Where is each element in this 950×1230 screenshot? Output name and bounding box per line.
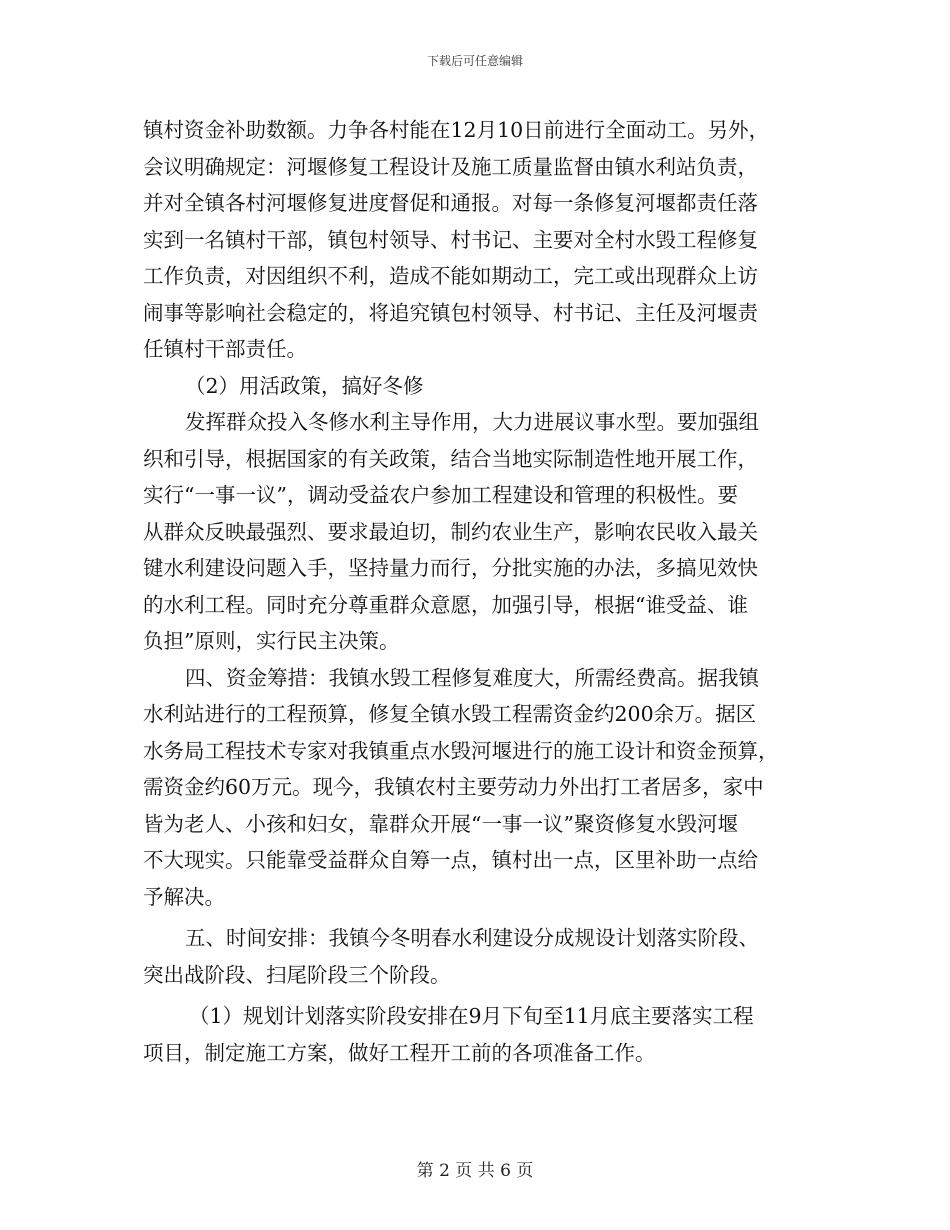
text-line: （1）规划计划落实阶段安排在9月下旬至11月底主要落实工程 — [189, 1004, 754, 1028]
page-number: 第 2 页 共 6 页 — [416, 1161, 534, 1181]
text-line: 予解决。 — [143, 884, 225, 909]
page-header: 下载后可任意编辑 — [426, 54, 523, 68]
text-line: 皆为老人、小孩和妇女，靠群众开展“一事一议”聚资修复水毁河堰 — [143, 811, 738, 836]
text-line: 发挥群众投入冬修水利主导作用，大力进展议事水型。要加强组 — [185, 410, 759, 434]
text-line: 实行“一事一议”，调动受益农户参加工程建设和管理的积极性。要 — [143, 483, 738, 507]
text-line: 项目，制定施工方案，做好工程开工前的各项准备工作。 — [143, 1040, 656, 1065]
text-line: 会议明确规定：河堰修复工程设计及施工质量监督由镇水利站负责， — [143, 154, 758, 179]
text-line: 突出战阶段、扫尾阶段三个阶段。 — [143, 962, 451, 987]
text-line: 从群众反映最强烈、要求最迫切，制约农业生产，影响农民收入最关 — [143, 519, 758, 544]
text-line: 水利站进行的工程预算，修复全镇水毁工程需资金约200余万。据区 — [143, 702, 757, 726]
text-line: 四、资金筹措：我镇水毁工程修复难度大，所需经费高。据我镇 — [185, 665, 759, 690]
text-line: 任镇村干部责任。 — [143, 337, 307, 361]
text-line: 需资金约60万元。现今，我镇农村主要劳动力外出打工者居多，家中 — [143, 775, 764, 799]
document-body — [143, 112, 805, 1071]
text-line: 闹事等影响社会稳定的，将追究镇包村领导、村书记、主任及河堰责 — [143, 300, 758, 325]
text-line: 键水利建设问题入手，坚持量力而行，分批实施的办法，多搞见效快 — [143, 556, 758, 580]
text-line: 实到一名镇村干部，镇包村领导、村书记、主要对全村水毁工程修复 — [143, 227, 758, 252]
text-line: 五、时间安排：我镇今冬明春水利建设分成规设计划落实阶段、 — [185, 926, 759, 950]
text-line: 水务局工程技术专家对我镇重点水毁河堰进行的施工设计和资金预算， — [143, 738, 779, 763]
section-subheading: （2）用活政策，搞好冬修 — [185, 373, 424, 398]
text-line: 不大现实。只能靠受益群众自筹一点，镇村出一点，区里补助一点给 — [143, 848, 758, 872]
text-line: 镇村资金补助数额。力争各村能在12月10日前进行全面动工。另外， — [143, 118, 770, 142]
text-line: 负担”原则，实行民主决策。 — [143, 629, 400, 653]
text-line: 的水利工程。同时充分尊重群众意愿，加强引导，根据“谁受益、谁 — [143, 592, 748, 617]
text-line: 并对全镇各村河堰修复进度督促和通报。对每一条修复河堰都责任落 — [143, 191, 758, 215]
text-line: 织和引导，根据国家的有关政策，结合当地实际制造性地开展工作， — [143, 446, 758, 471]
text-line: 工作负责，对因组织不利，造成不能如期动工，完工或出现群众上访 — [143, 264, 758, 288]
